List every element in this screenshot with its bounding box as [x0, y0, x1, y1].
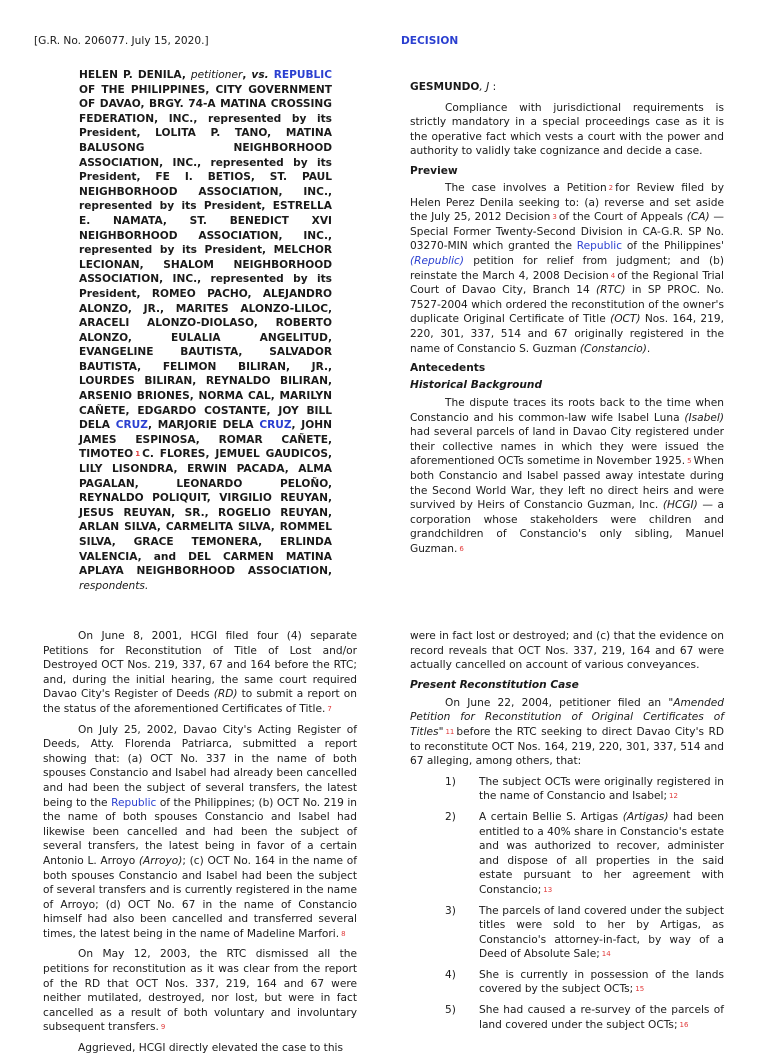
- versus: vs.: [251, 69, 269, 81]
- footnote-ref-12[interactable]: 12: [669, 792, 678, 801]
- footnote-ref-16[interactable]: 16: [679, 1020, 689, 1029]
- footnote-ref-1[interactable]: 1: [135, 450, 141, 459]
- petitioner-role: petitioner: [190, 69, 243, 81]
- paragraph-may-2003: On May 12, 2003, the RTC dismissed all the petitions for reconstitution as it was clear from the report of the RD that OCT Nos. 337, 219, 164 and 67 were neither mutilated, destroyed, nor lost, but were in fact cancelled as a result of both voluntary and involuntary subsequent transfers. 9: [43, 948, 357, 1034]
- ponente: GESMUNDO: [410, 81, 480, 93]
- footnote-ref-5[interactable]: 5: [687, 457, 692, 466]
- list-item: 2) A certain Bellie S. Artigas (Artigas) had been entitled to a 40% share in Constancio's estate and was authorized to recover, administer and dispose of all properties in the said estate pursuant to her agreement with Constancio; 13: [445, 810, 724, 896]
- republic-link[interactable]: Republic: [111, 796, 157, 809]
- ponente-line: GESMUNDO, J :: [410, 81, 497, 93]
- footnote-ref-3[interactable]: 3: [552, 213, 557, 222]
- footnote-ref-4[interactable]: 4: [610, 271, 616, 280]
- present-reconstitution-heading: Present Reconstitution Case: [410, 678, 579, 691]
- footnote-ref-11[interactable]: 11: [445, 727, 455, 736]
- respondents-role: respondents: [79, 579, 145, 592]
- preview-heading: Preview: [410, 164, 458, 177]
- footnote-ref-15[interactable]: 15: [635, 985, 645, 994]
- paragraph-july-2002: On July 25, 2002, Davao City's Acting Register of Deeds, Atty. Florenda Patriarca, submitted a report showing that: (a) OCT No. 337 in the name of both spouses Constancio and Isabel had already been cancelled and had been the subject of several transfers, the latest being to the Republic of the Philippines; (b) OCT No. 219 in the name of both spouses Constancio and Isabel had likewise been cancelled and had been the subject of several transfers, the latest being in favor of a certain Antonio L. Arroyo (Arroyo); (c) OCT No. 164 in the name of both spouses Constancio and Isabel had been the subject of several transfers and is currently registered in the name of Arroyo; (d) OCT No. 67 in the name of Constancio himself had also been cancelled and transferred several times, the latest being in the name of Madeline Marfori. 8: [43, 723, 357, 940]
- republic-link[interactable]: Republic: [576, 240, 623, 253]
- list-item: 1) The subject OCTs were originally registered in the name of Constancio and Isabel; 12: [445, 775, 724, 803]
- cruz-link-2[interactable]: CRUZ: [259, 419, 292, 432]
- petitioner-name: HELEN P. DENILA: [79, 69, 182, 81]
- footnote-ref-7[interactable]: 7: [327, 704, 332, 713]
- decision-heading: DECISION: [401, 35, 459, 47]
- opinion-column: [410, 80, 724, 557]
- preview-paragraph: The case involves a Petition 2 for Review filed by Helen Perez Denila seeking to: (a) reverse and set aside the July 25, 2012 Decision 3 of the Court of Appeals (CA) — Special Former Twenty-Second Division in CA-G.R. SP No. 03270-MIN which granted the Republic of the Philippines' (Republic) petition for relief from judgment; and (b) reinstate the March 4, 2008 Decision 4 of the Regional Trial Court of Davao City, Branch 14 (RTC) in SP PROC. No. 7527-2004 which ordered the reconstitution of the owner's duplicate Original Certificate of Title (OCT) Nos. 164, 219, 220, 301, 337, 514 and 67 originally registered in the name of Constancio S. Guzman (Constancio).: [410, 181, 724, 355]
- paragraph-june-2004: On June 22, 2004, petitioner filed an "Amended Petition for Reconstitution of Original Certificates of Titles" 11 before the RTC seeking to direct Davao City's RD to reconstitute OCT Nos. 164, 219, 220, 301, 337, 514 and 67 alleging, among others, that:: [410, 696, 724, 768]
- case-caption: HELEN P. DENILA, petitioner, vs. REPUBLIC OF THE PHILIPPINES, CITY GOVERNMENT OF DAVAO, BRGY. 74-A MATINA CROSSING FEDERATION, INC., represented by its President, LOLITA P. TANO, MATINA BALUSONG NEIGHBORHOOD ASSOCIATION, INC., represented by its President, FE I. BETIOS, ST. PAUL NEIGHBORHOOD ASSOCIATION, INC., represented by its President, ESTRELLA E. NAMATA, ST. BENEDICT XVI NEIGHBORHOOD ASSOCIATION, INC., represented by its President, MELCHOR LECIONAN, SHALOM NEIGHBORHOOD ASSOCIATION, INC., represented by its President, ROMEO PACHO, ALEJANDRO ALONZO, JR., MARITES ALONZO-LILOC, ARACELI ALONZO-DIOLASO, ROBERTO ALONZO, EULALIA ANGELITUD, EVANGELINE BAUTISTA, SALVADOR BAUTISTA, FELIMON BILIRAN, JR., LOURDES BILIRAN, REYNALDO BILIRAN, ARSENIO BRIONES, NORMA CAL, MARILYN CAÑETE, EDGARDO COSTANTE, JOY BILL DELA CRUZ, MARJORIE DELA CRUZ, JOHN JAMES ESPINOSA, ROMAR CAÑETE, TIMOTEO 1 C. FLORES, JEMUEL GAUDICOS, LILY LISONDRA, ERWIN PACADA, ALMA PAGALAN, LEONARDO PELOÑO, REYNALDO POLIQUIT, VIRGILIO REUYAN, JESUS REUYAN, SR., ROGELIO REUYAN, ARLAN SILVA, CARMELITA SILVA, ROMMEL SILVA, GRACE TEMONERA, ERLINDA VALENCIA, and DEL CARMEN MATINA APLAYA NEIGHBORHOOD ASSOCIATION, respondents.: [79, 69, 332, 592]
- footnote-ref-14[interactable]: 14: [601, 950, 611, 959]
- paragraph-june-2001: On June 8, 2001, HCGI filed four (4) separate Petitions for Reconstitution of Title of Lost and/or Destroyed OCT Nos. 219, 337, 67 and 164 before the RTC; and, during the initial hearing, the same court required Davao City's Register of Deeds (RD) to submit a report on the status of the aforementioned Certificates of Title. 7: [43, 630, 357, 715]
- republic-link-italic[interactable]: (Republic): [410, 254, 465, 267]
- caption-parties-2: , MARJORIE DELA: [147, 419, 254, 432]
- case-citation: [G.R. No. 206077. July 15, 2020.]: [34, 35, 209, 47]
- list-item: 3) The parcels of land covered under the subject titles were sold to her by Artigas, as Constancio's attorney-in-fact, by way of a Deed of Absolute Sale; 14: [445, 904, 724, 961]
- paragraph-aggrieved: Aggrieved, HCGI directly elevated the case to this: [78, 1042, 343, 1055]
- list-item: 4) She is currently in possession of the lands covered by the subject OCTs; 15: [445, 968, 724, 996]
- republic-link[interactable]: REPUBLIC: [273, 69, 332, 81]
- list-item: 5) She had caused a re-survey of the parcels of land covered under the subject OCTs; 16: [445, 1004, 724, 1031]
- footnote-ref-8[interactable]: 8: [341, 929, 346, 938]
- footnote-ref-13[interactable]: 13: [543, 885, 553, 894]
- cruz-link-1[interactable]: CRUZ: [115, 419, 148, 432]
- caption-parties-4: C. FLORES, JEMUEL GAUDICOS, LILY LISONDRA, ERWIN PACADA, ALMA PAGALAN, LEONARDO PELOÑO, REYNALDO POLIQUIT, VIRGILIO REUYAN, JESUS REUYAN, SR., ROGELIO REUYAN, ARLAN SILVA, CARMELITA SILVA, ROMMEL SILVA, GRACE TEMONERA, ERLINDA VALENCIA, and DEL CARMEN MATINA APLAYA NEIGHBORHOOD ASSOCIATION: [79, 448, 332, 578]
- caption-parties-1: OF THE PHILIPPINES, CITY GOVERNMENT OF DAVAO, BRGY. 74-A MATINA CROSSING FEDERATION, INC., represented by its President, LOLITA P. TANO, MATINA BALUSONG NEIGHBORHOOD ASSOCIATION, INC., represented by its President, FE I. BETIOS, ST. PAUL NEIGHBORHOOD ASSOCIATION, INC., represented by its President, ESTRELLA E. NAMATA, ST. BENEDICT XVI NEIGHBORHOOD ASSOCIATION, INC., represented by its President, MELCHOR LECIONAN, SHALOM NEIGHBORHOOD ASSOCIATION, INC., represented by its President, ROMEO PACHO, ALEJANDRO ALONZO, JR., MARITES ALONZO-LILOC, ARACELI ALONZO-DIOLASO, ROBERTO ALONZO, EULALIA ANGELITUD, EVANGELINE BAUTISTA, SALVADOR BAUTISTA, FELIMON BILIRAN, JR., LOURDES BILIRAN, REYNALDO BILIRAN, ARSENIO BRIONES, NORMA CAL, MARILYN CAÑETE, EDGARDO COSTANTE, JOY BILL DELA: [79, 83, 332, 432]
- intro-paragraph: Compliance with jurisdictional requirements is strictly mandatory in a special proceedings case as it is the operative fact which vests a court with the power and authority to validly take cognizance and decide a case.: [410, 101, 724, 158]
- page2-right-column: [410, 629, 724, 1032]
- footnote-ref-9[interactable]: 9: [160, 1023, 166, 1032]
- footnote-ref-6[interactable]: 6: [459, 545, 464, 554]
- antecedents-heading: Antecedents: [410, 362, 486, 375]
- historical-paragraph: The dispute traces its roots back to the time when Constancio and his common-law wife Isabel Luna (Isabel) had several parcels of land in Davao City registered under their collective names in which they were issued the aforementioned OCTs sometime in November 1925. 5 When both Constancio and Isabel passed away intestate during the Second World War, they left no direct heirs and were survived by Heirs of Constancio Guzman, Inc. (HCGI) — a corporation whose stakeholders were children and grandchildren of Constancio's only sibling, Manuel Guzman. 6: [410, 397, 725, 556]
- allegations-list: [410, 775, 724, 1033]
- historical-background-heading: Historical Background: [410, 379, 543, 392]
- page2-left-column: [43, 629, 357, 1056]
- continued-paragraph: were in fact lost or destroyed; and (c) that the evidence on record reveals that OCT Nos. 337, 219, 164 and 67 were actually cancelled on account of various conveyances.: [410, 630, 724, 672]
- footnote-ref-2[interactable]: 2: [608, 183, 614, 192]
- caption-parties-3: , JOHN JAMES ESPINOSA, ROMAR CAÑETE, TIMOTEO: [79, 419, 332, 461]
